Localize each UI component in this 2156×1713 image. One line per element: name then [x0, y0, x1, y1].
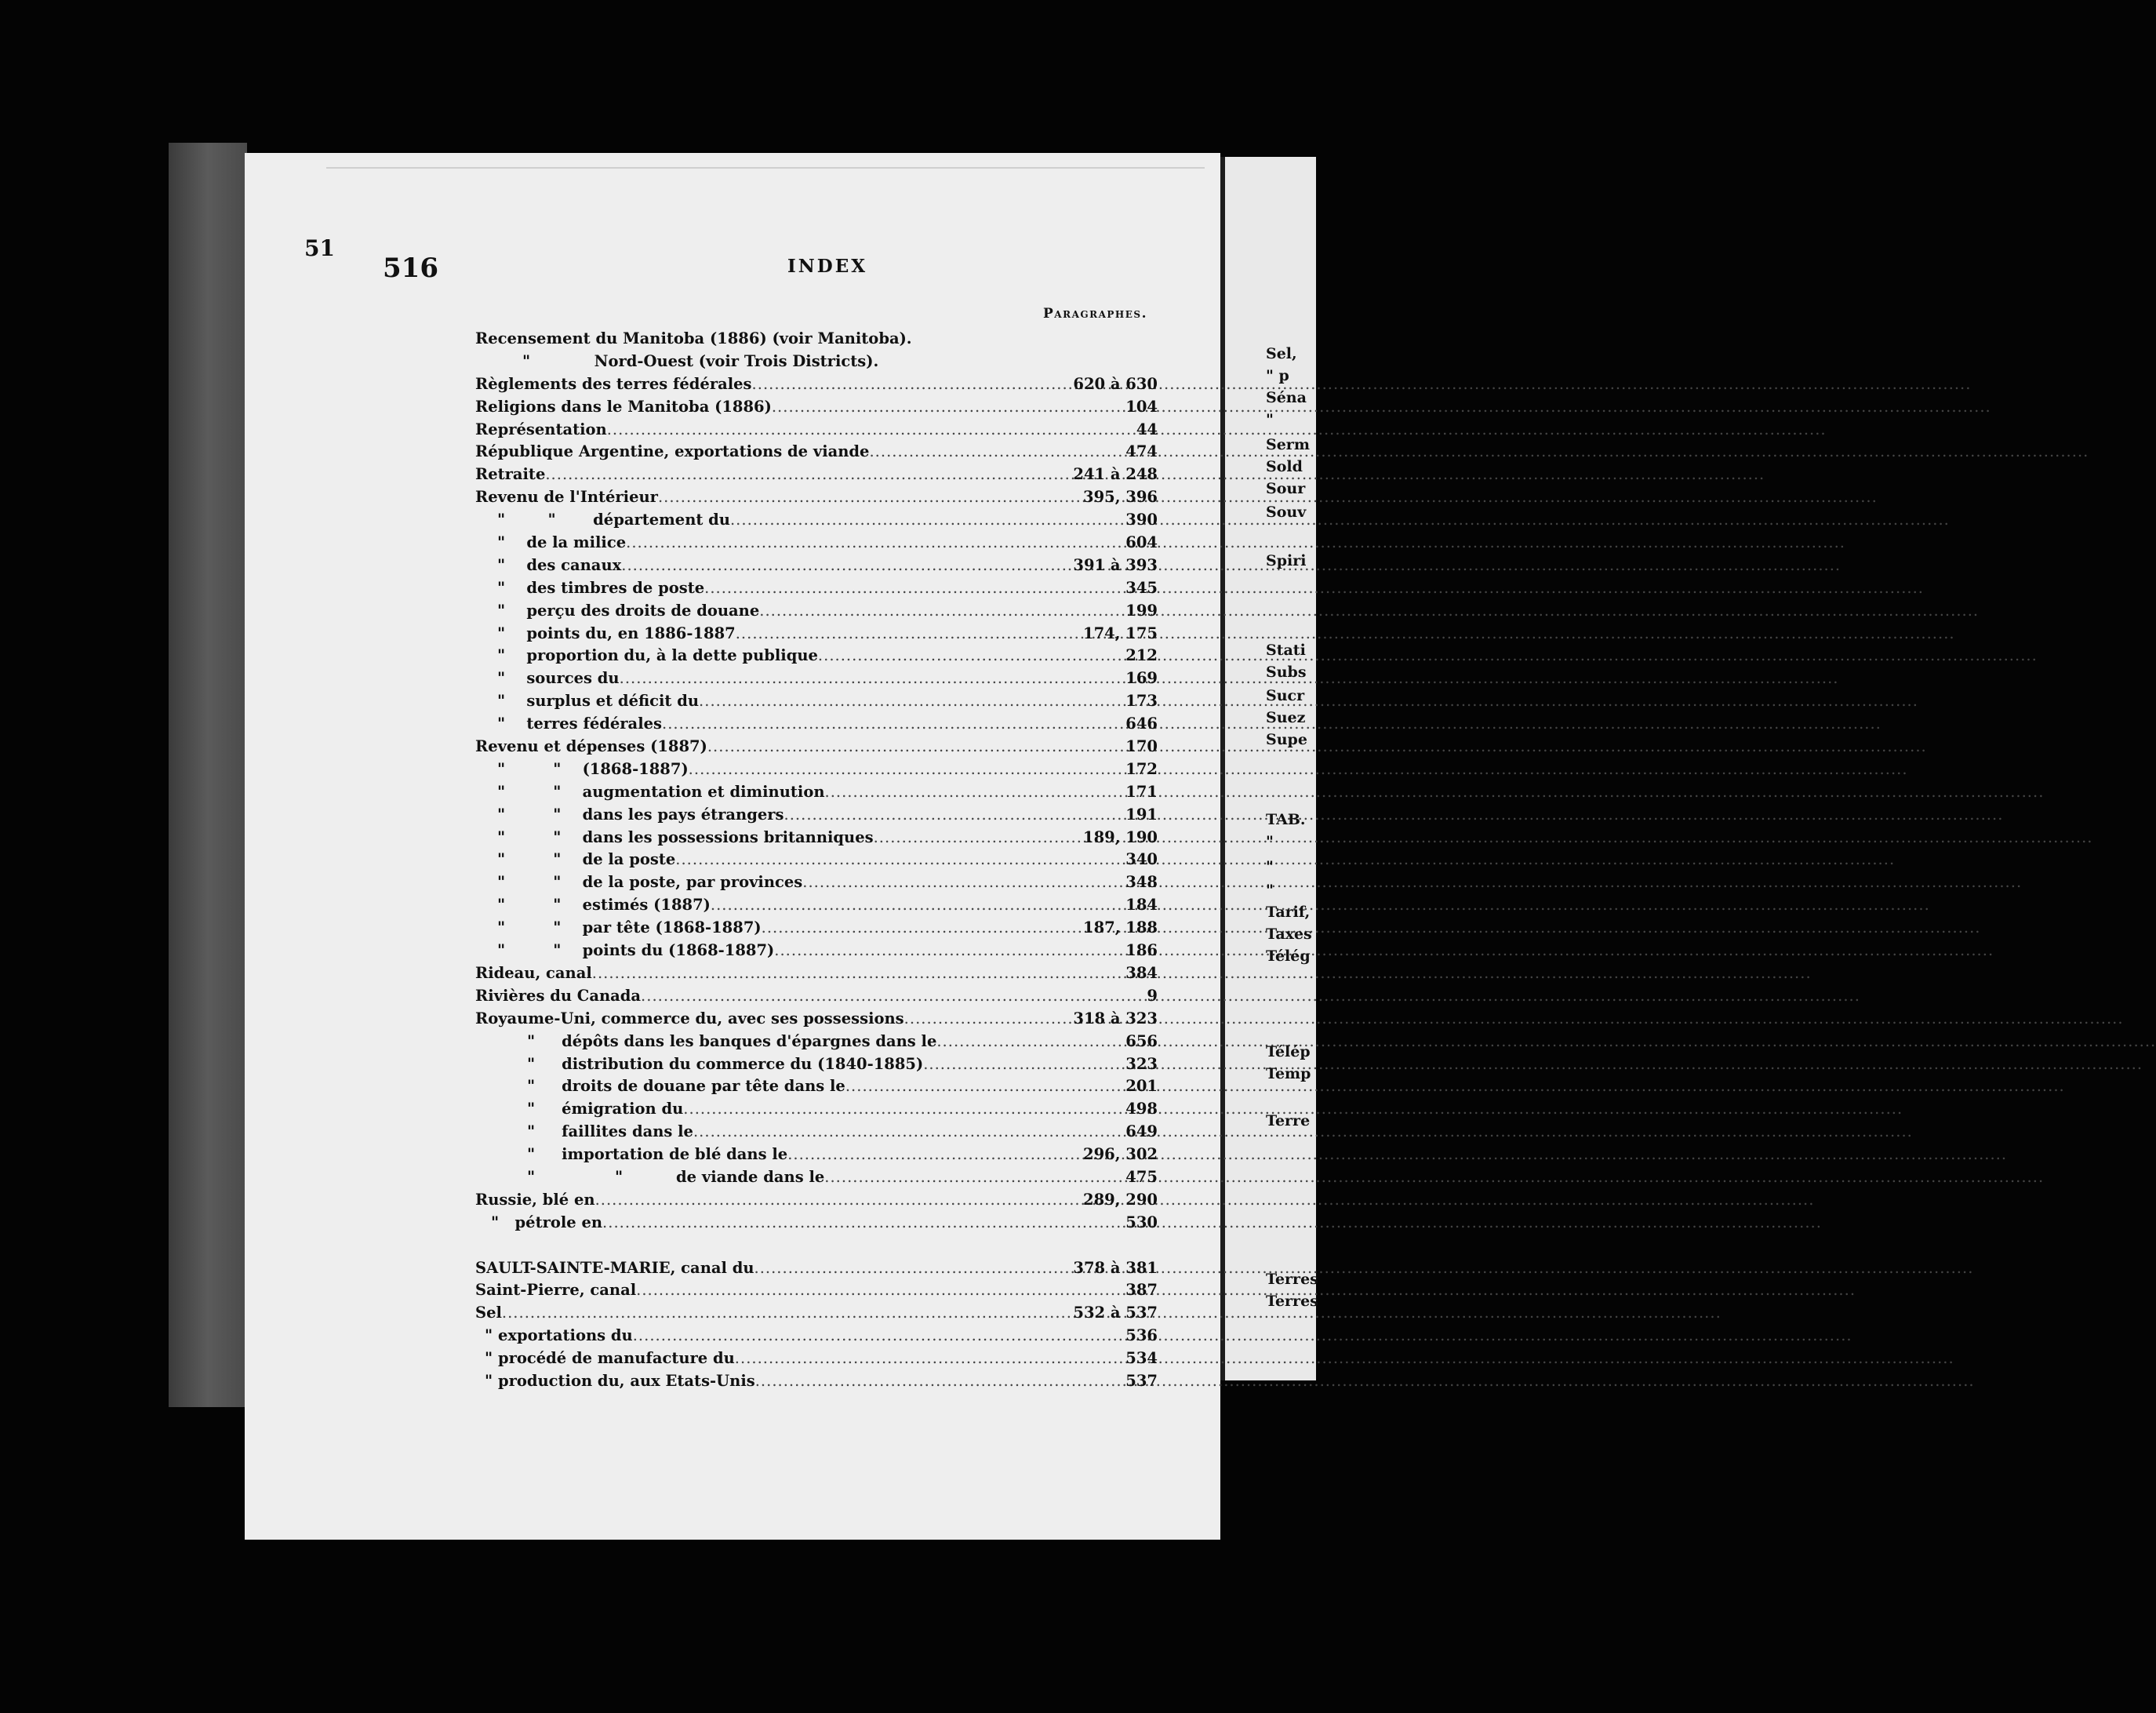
index-entry	[475, 328, 1158, 351]
leader-dots	[704, 579, 1924, 597]
index-entry	[475, 532, 1158, 555]
entry-label: Religions dans le Manitoba (1886)	[475, 397, 772, 416]
leader-dots	[633, 1326, 1852, 1344]
index-entry	[475, 736, 1158, 758]
leader-dots	[602, 1213, 1822, 1231]
index-entry	[475, 758, 1158, 781]
entry-paragraph-ref: 174, 175	[1083, 624, 1158, 642]
leader-dots	[802, 873, 2022, 891]
entry-paragraph-ref: 498	[1125, 1100, 1158, 1118]
index-entry	[475, 1166, 1158, 1189]
index-entry	[475, 1325, 1158, 1347]
entry-paragraph-ref: 387	[1125, 1281, 1158, 1300]
next-page-fragment: Terre	[1266, 1112, 1311, 1129]
index-entry	[475, 849, 1158, 871]
leader-dots	[784, 806, 2004, 824]
next-page-fragment: Télép	[1266, 1043, 1311, 1060]
index-entry	[475, 623, 1158, 646]
entry-label: République Argentine, exportations de viande	[475, 442, 870, 461]
index-entry	[475, 396, 1158, 419]
next-page-fragment: TAB.	[1266, 811, 1306, 828]
index-entry	[475, 441, 1158, 464]
next-page-fragment: "	[1266, 411, 1274, 428]
entry-paragraph-ref: 172	[1125, 759, 1158, 778]
leader-dots	[752, 375, 1972, 393]
next-page-fragment: Terres	[1266, 1271, 1318, 1288]
entry-paragraph-ref: 537	[1125, 1371, 1158, 1390]
entry-paragraph-ref: 44	[1136, 420, 1158, 438]
leader-dots	[621, 556, 1841, 574]
next-page-fragment: Terres	[1266, 1293, 1318, 1310]
leader-dots	[759, 602, 1979, 620]
entry-label: " exportations du	[485, 1326, 633, 1345]
entry-label: Rivières du Canada	[475, 986, 642, 1005]
leader-dots	[824, 1168, 2044, 1186]
entry-label: " " dans les possessions britanniques	[497, 827, 874, 846]
index-entry	[475, 1098, 1158, 1121]
index-entry	[475, 985, 1158, 1008]
book-edge	[169, 143, 247, 1407]
index-entry	[475, 1053, 1158, 1076]
entry-label: Règlements des terres fédérales	[475, 374, 752, 393]
next-page-fragment: "	[1266, 882, 1274, 899]
leader-dots	[936, 1032, 2156, 1050]
entry-label: Représentation	[475, 420, 607, 438]
entry-label: " terres fédérales	[497, 715, 662, 733]
leader-dots	[869, 442, 2089, 460]
next-page-fragment: Télég	[1266, 947, 1311, 965]
index-entry	[475, 373, 1158, 396]
entry-label: Retraite	[475, 465, 546, 484]
leader-dots	[707, 737, 1927, 755]
index-entry	[475, 1031, 1158, 1053]
entry-label: Royaume-Uni, commerce du, avec ses possessions	[475, 1009, 904, 1027]
index-entry	[475, 555, 1158, 577]
entry-label: " " dans les pays étrangers	[497, 805, 784, 824]
index-entry	[475, 667, 1158, 690]
stray-page-number: 51	[304, 235, 335, 261]
entry-label: " de la milice	[497, 533, 627, 552]
index-entry	[475, 1279, 1158, 1302]
entry-paragraph-ref: 184	[1125, 896, 1158, 915]
index-entry	[475, 577, 1158, 600]
entry-paragraph-ref: 191	[1125, 805, 1158, 824]
entry-paragraph-ref: 656	[1125, 1031, 1158, 1050]
entry-label: " faillites dans le	[527, 1122, 693, 1141]
entry-paragraph-ref: 212	[1125, 646, 1158, 665]
next-page-fragment: Spiri	[1266, 552, 1307, 569]
next-page-fragment: Suez	[1266, 709, 1306, 726]
next-page-fragment: " p	[1266, 367, 1289, 384]
index-entry	[475, 1302, 1158, 1325]
next-page-fragment: Subs	[1266, 664, 1307, 681]
entry-label: " des canaux	[497, 555, 622, 574]
leader-dots	[878, 352, 1040, 370]
leader-dots	[595, 1191, 1815, 1209]
index-entry	[475, 1235, 1158, 1257]
entry-label: " production du, aux Etats-Unis	[485, 1371, 755, 1390]
leader-dots	[711, 896, 1930, 914]
entry-label: " pétrole en	[491, 1213, 603, 1231]
entry-paragraph-ref: 186	[1125, 941, 1158, 960]
leader-dots	[626, 533, 1845, 551]
entry-label: SAULT-SAINTE-MARIE, canal du	[475, 1258, 754, 1277]
leader-dots	[607, 420, 1827, 438]
next-page-fragment: "	[1266, 858, 1274, 875]
leader-dots	[874, 828, 2093, 846]
entry-label: " " de viande dans le	[527, 1167, 825, 1186]
next-page-fragment: Souv	[1266, 504, 1307, 521]
entry-label: " droits de douane par tête dans le	[527, 1077, 845, 1096]
entry-paragraph-ref: 395, 396	[1083, 488, 1158, 507]
page-number: 516	[383, 253, 438, 284]
index-entry	[475, 464, 1158, 486]
entry-paragraph-ref: 384	[1125, 963, 1158, 982]
index-entry	[475, 1144, 1158, 1166]
leader-dots	[762, 918, 1981, 937]
leader-dots	[754, 1259, 1974, 1277]
leader-dots	[620, 669, 1839, 687]
entry-paragraph-ref: 104	[1125, 397, 1158, 416]
next-page-fragment: Supe	[1266, 731, 1307, 748]
entry-label: " " par tête (1868-1887)	[497, 918, 762, 937]
leader-dots	[774, 941, 1994, 959]
leader-dots	[912, 329, 1040, 347]
entry-paragraph-ref: 345	[1125, 578, 1158, 597]
entry-label: " perçu des droits de douane	[497, 601, 760, 620]
entry-paragraph-ref: 171	[1125, 782, 1158, 801]
leader-dots	[787, 1145, 2007, 1163]
leader-dots	[755, 1372, 1975, 1390]
index-entry	[475, 1257, 1158, 1280]
entry-label: " surplus et déficit du	[497, 692, 700, 711]
leader-dots	[923, 1055, 2143, 1073]
entry-paragraph-ref: 646	[1125, 715, 1158, 733]
leader-dots	[825, 783, 2045, 801]
leader-dots	[641, 987, 1860, 1005]
index-entry	[475, 1075, 1158, 1098]
entry-label: " " points du (1868-1887)	[497, 941, 775, 960]
entry-paragraph-ref: 534	[1125, 1349, 1158, 1368]
next-page-fragment: Séna	[1266, 389, 1307, 406]
index-entry	[475, 600, 1158, 623]
next-page-fragment: Sel,	[1266, 345, 1297, 362]
index-entry	[475, 351, 1158, 373]
entry-label: " Nord-Ouest (voir Trois Districts).	[522, 351, 879, 370]
entry-paragraph-ref: 169	[1125, 669, 1158, 688]
leader-dots	[592, 964, 1812, 982]
entry-paragraph-ref: 474	[1125, 442, 1158, 461]
index-entry	[475, 486, 1158, 509]
index-entry	[475, 1008, 1158, 1031]
entry-label: Russie, blé en	[475, 1190, 595, 1209]
entry-label: Rideau, canal	[475, 963, 592, 982]
index-entry	[475, 804, 1158, 827]
entry-paragraph-ref: 241 à 248	[1073, 465, 1158, 484]
entry-paragraph-ref: 475	[1125, 1167, 1158, 1186]
entry-paragraph-ref: 536	[1125, 1326, 1158, 1345]
next-page-fragment: Taxes	[1266, 926, 1312, 943]
index-entry	[475, 1212, 1158, 1235]
index-entry	[475, 781, 1158, 804]
next-page-fragment: Sucr	[1266, 687, 1305, 704]
entry-paragraph-ref: 340	[1125, 850, 1158, 869]
next-page-fragment: Serm	[1266, 436, 1310, 453]
index-entry	[475, 827, 1158, 849]
next-page-fragment: Sold	[1266, 458, 1303, 475]
entry-paragraph-ref: 378 à 381	[1073, 1258, 1158, 1277]
leader-dots	[845, 1077, 2065, 1095]
entry-paragraph-ref: 187, 188	[1083, 918, 1158, 937]
entry-label: Revenu de l'Intérieur	[475, 488, 658, 507]
next-page-fragment: Temp	[1266, 1065, 1311, 1082]
index-entry	[475, 1370, 1158, 1393]
entry-label: Revenu et dépenses (1887)	[475, 737, 707, 756]
column-header: Paragraphes.	[1043, 306, 1148, 322]
entry-paragraph-ref: 189, 190	[1083, 827, 1158, 846]
entry-label: " " de la poste	[497, 850, 676, 869]
index-entry	[475, 690, 1158, 713]
leader-dots	[772, 398, 1991, 416]
entry-label: " distribution du commerce du (1840-1885)	[527, 1054, 924, 1073]
next-page-fragment: Tarif,	[1266, 904, 1311, 921]
entry-paragraph-ref: 173	[1125, 692, 1158, 711]
index-entry	[475, 940, 1158, 962]
entry-paragraph-ref: 289, 290	[1083, 1190, 1158, 1209]
leader-dots	[636, 1281, 1856, 1299]
entry-paragraph-ref: 390	[1125, 511, 1158, 529]
leader-dots	[699, 692, 1918, 710]
leader-dots	[818, 646, 2038, 664]
entry-paragraph-ref: 9	[1147, 986, 1158, 1005]
entry-paragraph-ref: 530	[1125, 1213, 1158, 1231]
entry-label: " " département du	[497, 511, 730, 529]
entry-paragraph-ref: 391 à 393	[1073, 555, 1158, 574]
entry-label: Sel	[475, 1304, 502, 1322]
next-page-fragment: "	[1266, 833, 1274, 850]
entry-label: Recensement du Manitoba (1886) (voir Manitoba).	[475, 329, 912, 347]
page-title: INDEX	[787, 256, 868, 277]
entry-paragraph-ref: 201	[1125, 1077, 1158, 1096]
next-page-fragment: Stati	[1266, 642, 1306, 659]
leader-dots	[675, 850, 1895, 868]
leader-dots	[730, 511, 1950, 529]
entry-paragraph-ref: 318 à 323	[1073, 1009, 1158, 1027]
leader-dots	[736, 624, 1955, 642]
index-entry	[475, 962, 1158, 985]
index-entry	[475, 917, 1158, 940]
index-entry	[475, 1347, 1158, 1370]
index-entry	[475, 1189, 1158, 1212]
entry-paragraph-ref: 323	[1125, 1054, 1158, 1073]
entry-paragraph-ref: 649	[1125, 1122, 1158, 1141]
index-entry	[475, 894, 1158, 917]
entry-label: " des timbres de poste	[497, 578, 705, 597]
index-entry	[475, 509, 1158, 532]
index-entry	[475, 1121, 1158, 1144]
entry-paragraph-ref: 199	[1125, 601, 1158, 620]
entry-label: " sources du	[497, 669, 620, 688]
entry-label: " procédé de manufacture du	[485, 1349, 735, 1368]
index-entry	[475, 645, 1158, 667]
entry-label: " points du, en 1886-1887	[497, 624, 736, 642]
entry-label: " importation de blé dans le	[527, 1145, 788, 1164]
leader-dots	[689, 760, 1908, 778]
entry-paragraph-ref: 348	[1125, 873, 1158, 892]
entry-paragraph-ref: 170	[1125, 737, 1158, 756]
entry-label: " " augmentation et diminution	[497, 782, 825, 801]
entry-label: Saint-Pierre, canal	[475, 1281, 637, 1300]
entry-paragraph-ref: 532 à 537	[1073, 1304, 1158, 1322]
index-entries	[475, 328, 1158, 1393]
entry-label: " proportion du, à la dette publique	[497, 646, 818, 665]
index-entry	[475, 419, 1158, 442]
entry-label: " dépôts dans les banques d'épargnes dans le	[527, 1031, 937, 1050]
next-page-fragment: Sour	[1266, 480, 1306, 497]
entry-label: " " estimés (1887)	[497, 896, 711, 915]
entry-paragraph-ref: 604	[1125, 533, 1158, 552]
entry-paragraph-ref: 620 à 630	[1073, 374, 1158, 393]
entry-label: " " (1868-1887)	[497, 759, 689, 778]
entry-paragraph-ref: 296, 302	[1083, 1145, 1158, 1164]
entry-label: " " de la poste, par provinces	[497, 873, 803, 892]
index-entry	[475, 713, 1158, 736]
index-entry	[475, 871, 1158, 894]
entry-label: " émigration du	[527, 1100, 684, 1118]
leader-dots	[735, 1349, 1954, 1367]
